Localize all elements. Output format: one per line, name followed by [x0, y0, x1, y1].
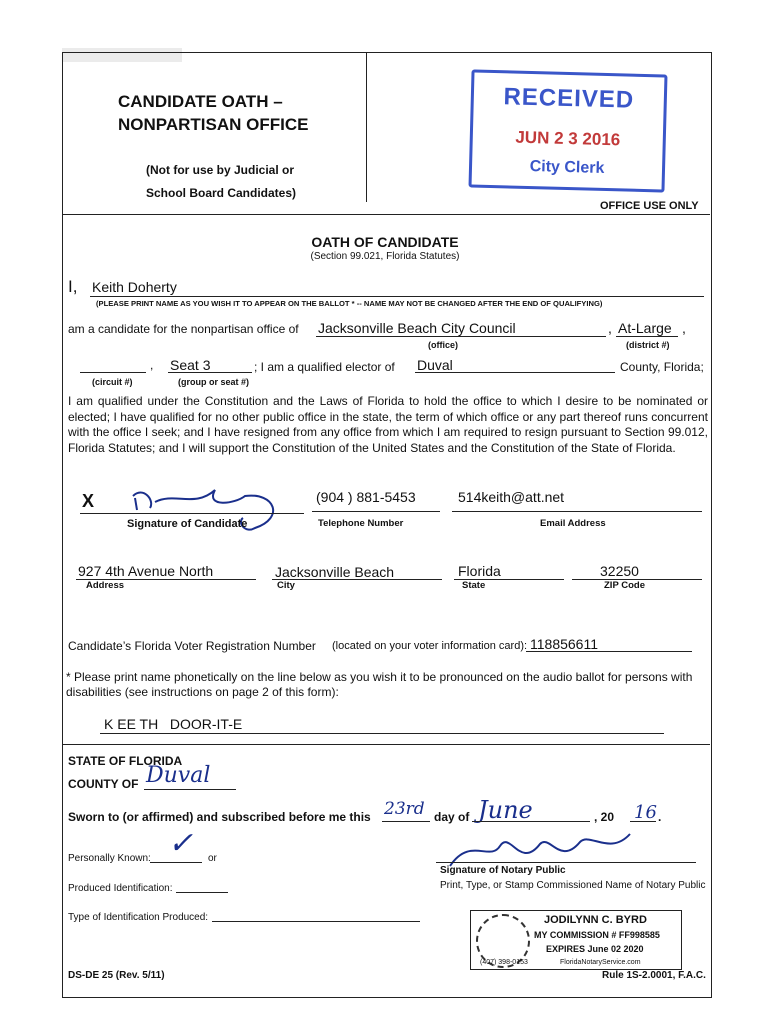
office-line [316, 336, 606, 337]
phonetic-note: * Please print name phonetically on the line below as you wish it to be pronounced on the audio ballot for persons with disabilities (see instructions on page 2 of this form): [66, 670, 693, 699]
form-id: DS-DE 25 (Rev. 5/11) [68, 970, 165, 981]
street-value: 927 4th Avenue North [78, 563, 214, 579]
city-label: City [277, 580, 295, 591]
notary-stamp-phone: (407) 398-0153 [480, 959, 528, 966]
phone-value: (904 ) 881-5453 [316, 489, 416, 505]
sworn-month-line [472, 821, 590, 822]
district-caption: (district #) [626, 340, 670, 350]
i-label: I, [68, 277, 78, 296]
city-line [272, 579, 442, 580]
personally-known-line [150, 862, 202, 863]
state-label: State [462, 580, 486, 591]
rule-citation: Rule 1S-2.0001, F.A.C. [602, 970, 706, 981]
zip-value: 32250 [600, 563, 639, 579]
email-label: Email Address [540, 518, 606, 529]
circuit-caption: (circuit #) [92, 377, 133, 387]
received-stamp [468, 69, 667, 192]
city-value: Jacksonville Beach [275, 564, 395, 580]
sworn-day-of: day of [434, 810, 470, 824]
notary-stamp-expires: EXPIRES June 02 2020 [546, 944, 644, 954]
office-use-label: OFFICE USE ONLY [600, 200, 699, 212]
signature-label: Signature of Candidate [127, 518, 248, 530]
notary-print-label: Print, Type, or Stamp Commissioned Name of Notary Public [440, 880, 706, 891]
form-title-line1: CANDIDATE OATH – [118, 92, 283, 111]
sworn-year: 16 [634, 802, 657, 823]
phonetic-line [100, 733, 664, 734]
stamp-date: JUN 2 3 2016 [515, 127, 621, 150]
notary-sig-line [436, 862, 696, 863]
notary-county-value: Duval [146, 763, 211, 788]
name-caption: (PLEASE PRINT NAME AS YOU WISH IT TO APPEAR ON THE BALLOT * -- NAME MAY NOT BE CHANGED AFTER THE END OF QUALIFYING) [96, 299, 603, 308]
notary-stamp-commission: MY COMMISSION # FF998585 [534, 930, 660, 940]
top-divider [62, 214, 710, 215]
candidate-prefix: am a candidate for the nonpartisan office of [68, 322, 299, 336]
state-value: Florida [458, 563, 501, 579]
produced-id-label: Produced Identification: [68, 883, 173, 894]
notary-county-label: COUNTY OF [68, 777, 139, 791]
sworn-year-line [630, 821, 656, 822]
email-value: 514keith@att.net [458, 489, 565, 505]
form-note-line1: (Not for use by Judicial or [146, 163, 295, 177]
voter-reg-line [526, 651, 692, 652]
check-mark-icon: ✓ [168, 826, 194, 861]
notary-state: STATE OF FLORIDA [68, 754, 183, 768]
zip-label: ZIP Code [604, 580, 645, 591]
notary-stamp-name: JODILYNN C. BYRD [544, 914, 647, 926]
sworn-text: Sworn to (or affirmed) and subscribed before me this [68, 810, 371, 824]
seat-value: Seat 3 [170, 357, 211, 373]
sworn-day: 23rd [384, 799, 425, 819]
notary-sig-label: Signature of Notary Public [440, 865, 566, 876]
county-suffix: County, Florida; [620, 360, 704, 374]
oath-title: OATH OF CANDIDATE [311, 234, 459, 250]
district-line [616, 336, 678, 337]
elector-text: ; I am a qualified elector of [254, 360, 395, 374]
sworn-month: June [478, 796, 533, 824]
county-value: Duval [417, 357, 453, 373]
signature-line [80, 513, 304, 514]
phone-label: Telephone Number [318, 518, 404, 529]
candidate-name: Keith Doherty [92, 279, 177, 295]
voter-reg-number: 118856611 [530, 636, 598, 652]
sworn-day-line [382, 821, 430, 822]
form-title-line2: NONPARTISAN OFFICE [118, 115, 309, 134]
produced-id-line [176, 892, 228, 893]
signature-x-mark: X [82, 491, 95, 511]
name-line [90, 296, 704, 297]
phonetic-value: K EE TH DOOR-IT-E [104, 716, 243, 732]
notary-county-line [144, 789, 236, 790]
sworn-year-prefix: , 20 [594, 810, 615, 824]
office-value: Jacksonville Beach City Council [318, 320, 516, 336]
voter-reg-label: Candidate’s Florida Voter Registration Number [68, 639, 316, 653]
email-line [452, 511, 702, 512]
oath-statement: I am qualified under the Constitution and the Laws of Florida to hold the office to which I desire to be nominated or elected; I have qualified for no other public office in the state, the term of which office or any part thereof runs concurrent with the office I seek; and I have resigned from any office from which I am required to resign pursuant to Section 99.012, Florida Statutes; and I will support the Constitution of the United States and the Constitution of the State of Florida. [68, 394, 708, 455]
office-caption: (office) [428, 340, 458, 350]
notary-divider [62, 744, 710, 745]
county-line [415, 372, 615, 373]
notary-stamp-site: FloridaNotaryService.com [560, 959, 641, 966]
form-note-line2: School Board Candidates) [146, 186, 297, 200]
type-id-line [212, 921, 420, 922]
circuit-line [80, 372, 146, 373]
district-value: At-Large [618, 320, 672, 336]
seat-caption: (group or seat #) [178, 377, 250, 387]
seat-line [168, 372, 252, 373]
voter-reg-hint: (located on your voter information card): [332, 640, 528, 652]
or-label: or [208, 853, 217, 864]
phone-line [312, 511, 440, 512]
personally-known-label: Personally Known: [68, 853, 151, 864]
type-id-label: Type of Identification Produced: [68, 912, 209, 923]
street-label: Address [86, 580, 125, 591]
stamp-office: City Clerk [529, 158, 605, 177]
oath-subtitle: (Section 99.021, Florida Statutes) [310, 251, 460, 262]
stamp-received: RECEIVED [503, 83, 635, 114]
